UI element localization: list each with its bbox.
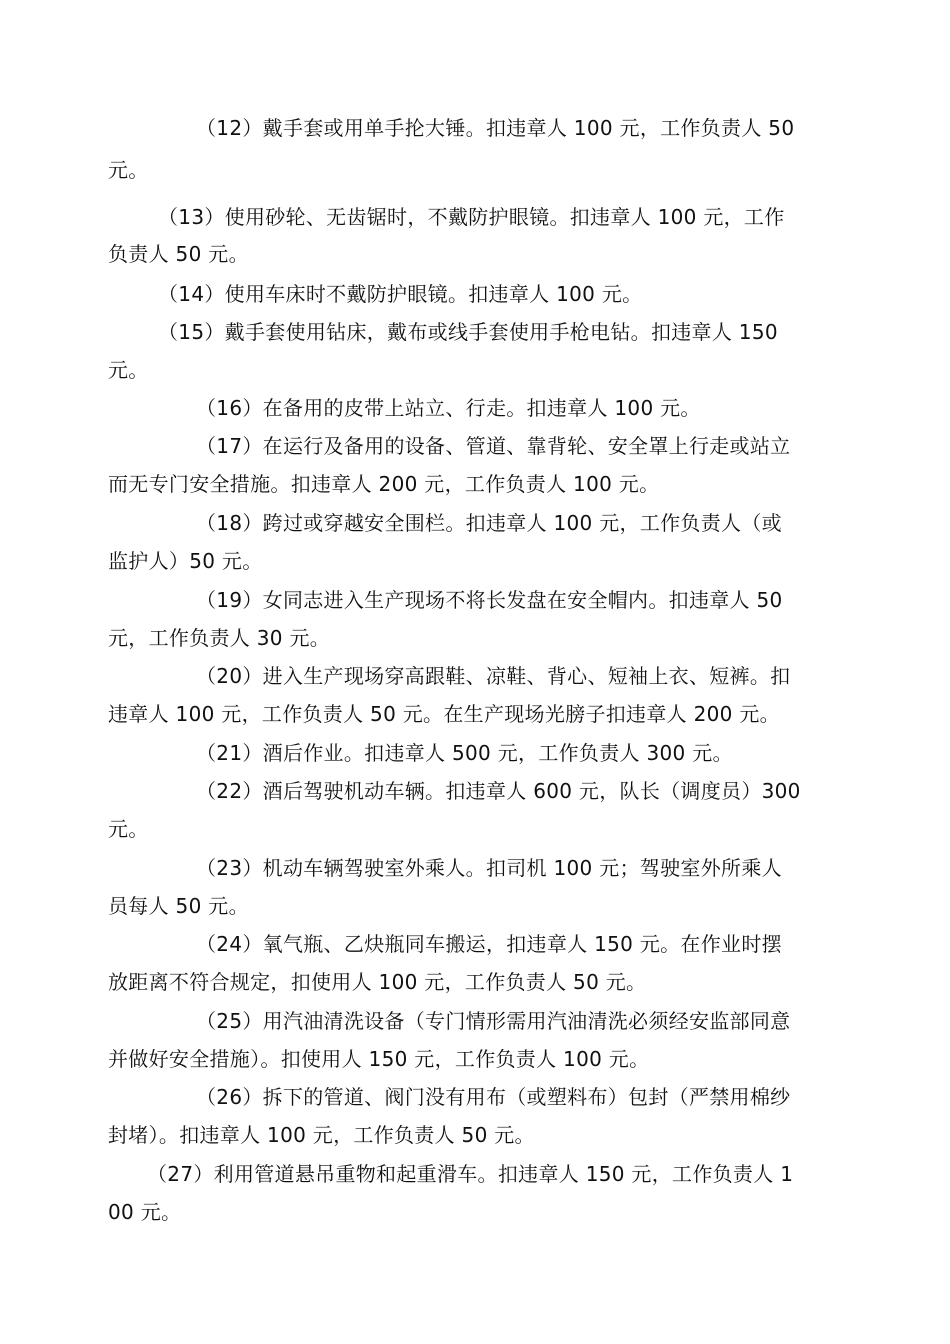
text-line: （17）在运行及备用的设备、管道、靠背轮、安全罩上行走或站立	[196, 434, 791, 458]
text-line: 监护人）50 元。	[108, 549, 263, 573]
text-line: 违章人 100 元，工作负责人 50 元。在生产现场光膀子扣违章人 200 元。	[108, 702, 780, 726]
text-line: （26）拆下的管道、阀门没有用布（或塑料布）包封（严禁用棉纱	[196, 1085, 791, 1109]
text-line: （12）戴手套或用单手抡大锤。扣违章人 100 元，工作负责人 50	[196, 116, 795, 140]
text-line: 00 元。	[108, 1200, 182, 1224]
text-line: （25）用汽油清洗设备（专门情形需用汽油清洗必须经安监部同意	[196, 1009, 791, 1033]
text-line: 元。	[108, 358, 149, 382]
text-line: （27）利用管道悬吊重物和起重滑车。扣违章人 150 元，工作负责人 1	[147, 1162, 794, 1186]
text-line: 放距离不符合规定，扣使用人 100 元，工作负责人 50 元。	[108, 970, 647, 994]
text-line: （22）酒后驾驶机动车辆。扣违章人 600 元，队长（调度员）300	[196, 779, 801, 803]
text-line: 元，工作负责人 30 元。	[108, 626, 331, 650]
text-line: （18）跨过或穿越安全围栏。扣违章人 100 元，工作负责人（或	[196, 511, 782, 535]
text-line: （15）戴手套使用钻床，戴布或线手套使用手枪电钻。扣违章人 150	[158, 320, 778, 344]
text-line: 员每人 50 元。	[108, 894, 249, 918]
text-line: （13）使用砂轮、无齿锯时，不戴防护眼镜。扣违章人 100 元，工作	[158, 205, 785, 229]
text-line: （16）在备用的皮带上站立、行走。扣违章人 100 元。	[196, 396, 701, 420]
text-line: 并做好安全措施）。扣使用人 150 元，工作负责人 100 元。	[108, 1047, 650, 1071]
text-line: 而无专门安全措施。扣违章人 200 元，工作负责人 100 元。	[108, 472, 660, 496]
text-line: （21）酒后作业。扣违章人 500 元，工作负责人 300 元。	[196, 741, 733, 765]
text-line: （23）机动车辆驾驶室外乘人。扣司机 100 元；驾驶室外所乘人	[196, 856, 782, 880]
text-line: 元。	[108, 817, 149, 841]
text-line: （20）进入生产现场穿高跟鞋、凉鞋、背心、短袖上衣、短裤。扣	[196, 664, 791, 688]
text-line: （24）氧气瓶、乙炔瓶同车搬运，扣违章人 150 元。在作业时摆	[196, 932, 782, 956]
text-line: （19）女同志进入生产现场不将长发盘在安全帽内。扣违章人 50	[196, 588, 783, 612]
text-line: 封堵）。扣违章人 100 元，工作负责人 50 元。	[108, 1123, 535, 1147]
text-line: （14）使用车床时不戴防护眼镜。扣违章人 100 元。	[158, 282, 643, 306]
text-line: 负责人 50 元。	[108, 242, 249, 266]
text-line: 元。	[108, 158, 149, 182]
